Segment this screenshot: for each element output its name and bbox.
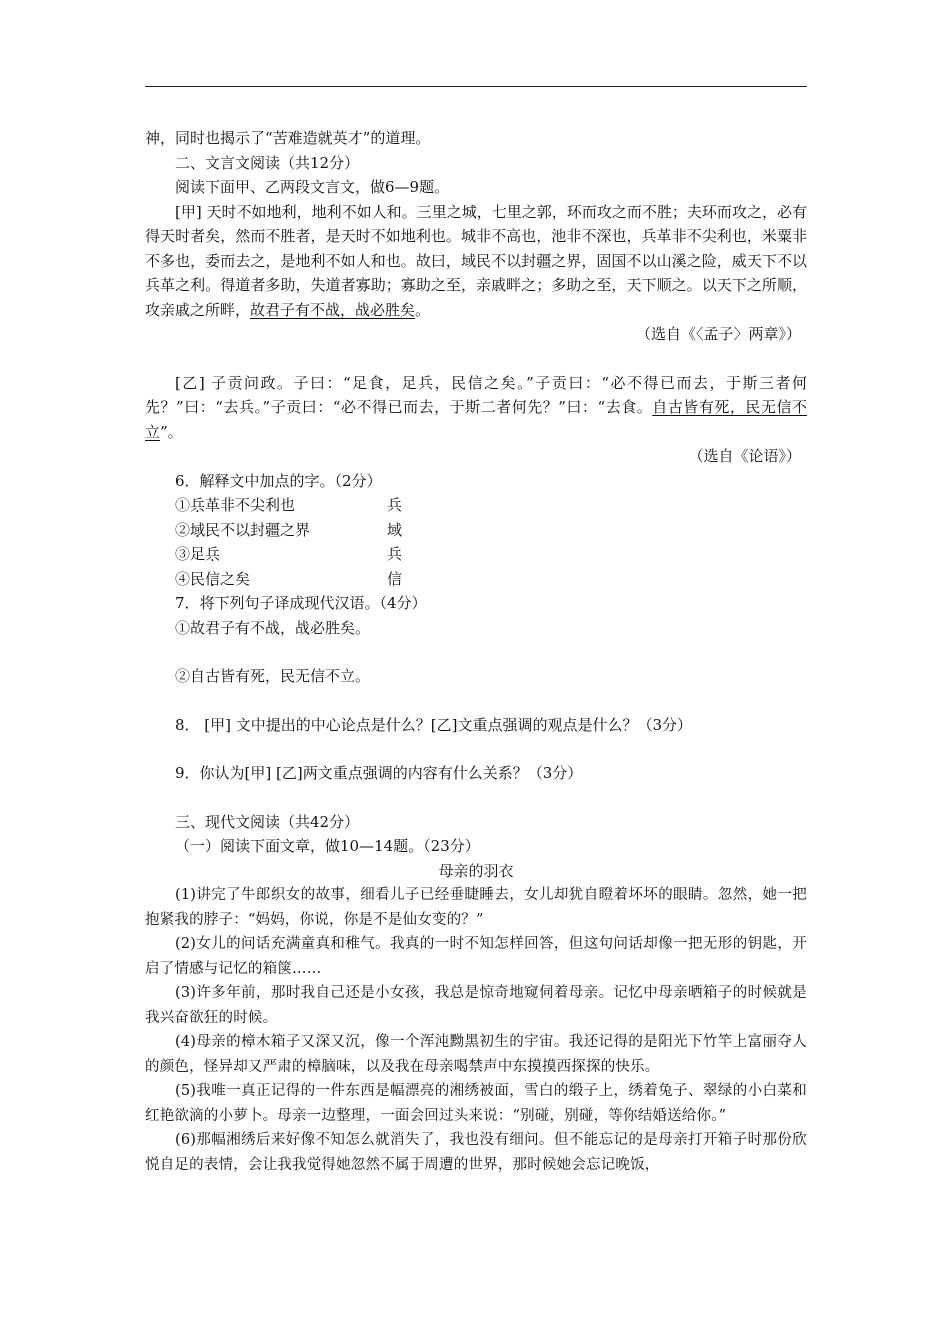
question-7-sentence-2: ②自古皆有死，民无信不立。 <box>175 667 371 685</box>
passage-jia-end: 。 <box>415 300 431 319</box>
word-phrase: ④民信之矣 <box>175 569 251 588</box>
essay-paragraph: (3)许多年前，那时我自己还是小女孩，我总是惊奇地窥伺着母亲。记忆中母亲晒箱子的时候就是我兴奋欲狂的时候。 <box>145 985 807 1026</box>
question-7-sentence-1: ①故君子有不战，战必胜矣。 <box>175 618 371 637</box>
document-body <box>145 126 807 1177</box>
passage-jia <box>145 200 807 323</box>
dotted-char: 兵 <box>190 496 206 514</box>
essay-paragraph: (2)女儿的问话充满童真和稚气。我真的一时不知怎样回答，但这句问话却像一把无形的钥匙，开启了情感与记忆的箱箧…… <box>145 936 807 977</box>
question-6-item <box>145 567 807 592</box>
question-6-item <box>145 518 807 543</box>
passage-jia-source: （选自《〈孟子〉两章》） <box>635 325 801 343</box>
word-phrase: ②域民不以封疆之界 <box>175 520 311 539</box>
question-6-title: 6．解释文中加点的字。（2分） <box>175 471 382 490</box>
essay-paragraph: (4)母亲的樟木箱子又深又沉，像一个浑沌黝黑初生的宇宙。我还记得的是阳光下竹竿上富丽夺人的颜色，怪异却又严肃的樟脑味，以及我在母亲喝禁声中东摸摸西探探的快乐。 <box>145 1034 807 1075</box>
question-7-title: 7．将下列句子译成现代汉语。（4分） <box>175 594 427 612</box>
question-6-item <box>145 542 807 567</box>
header-rule <box>145 86 807 87</box>
target-char: 信 <box>387 569 403 588</box>
word-phrase: ③足兵 <box>175 545 221 563</box>
section-instruction: 阅读下面甲、乙两段文言文，做6—9题。 <box>175 178 450 196</box>
dotted-char: 域 <box>190 520 206 539</box>
essay-paragraph: (5)我唯一真正记得的一件东西是幅漂亮的湘绣被面，雪白的缎子上，绣着兔子、翠绿的小白菜和红艳欲滴的小萝卜。母亲一边整理，一面会回过头来说：“别碰，别碰，等你结婚送给你。” <box>145 1083 807 1124</box>
dotted-char: 信 <box>205 569 221 588</box>
target-char: 域 <box>387 520 403 539</box>
section-title-modern: 三、现代文阅读（共42分） <box>175 812 360 831</box>
question-8: 8． [甲] 文中提出的中心论点是什么？[乙]文重点强调的观点是什么？（3分） <box>175 715 693 734</box>
target-char: 兵 <box>387 496 403 514</box>
passage-jia-underlined: 故君子有不战，战必胜矣 <box>250 300 416 319</box>
essay-paragraph: (6)那幅湘绣后来好像不知怎么就消失了，我也没有细问。但不能忘记的是母亲打开箱子时那份欣悦自足的表情，会让我我觉得她忽然不属于周遭的世界，那时候她会忘记晚饭， <box>145 1132 807 1173</box>
target-char: 兵 <box>387 545 403 563</box>
section-title-classical: 二、文言文阅读（共12分） <box>175 153 360 172</box>
passage-yi-source: （选自《论语》） <box>688 447 801 465</box>
passage-yi <box>145 371 807 445</box>
subsection-title: （一）阅读下面文章，做10—14题。（23分） <box>175 837 480 855</box>
word-phrase: ①兵革非不尖利也 <box>175 496 296 514</box>
essay-paragraph: (1)讲完了牛郎织女的故事，细看儿子已经垂睫睡去，女儿却犹自瞪着坏坏的眼睛。忽然，她一把抱紧我的脖子：“妈妈，你说，你是不是仙女变的？” <box>145 887 807 928</box>
passage-jia-text: [甲] 天时不如地利，地利不如人和。三里之城，七里之郭，环而攻之而不胜；夫环而攻之，必有得天时者矣，然而不胜者，是天时不如地利也。城非不高也，池非不深也，兵革非不尖利也，米粟非不多也，委而去之，是地利不如人和也。故曰，域民不以封疆之界，固国不以山溪之险，威天下不以兵革之利。得道者多助，失道者寡助；寡助之至，亲戚畔之；多助之至，天下顺之。以天下之所顺，攻亲戚之所畔， <box>145 202 807 319</box>
passage-yi-underlined: 自古皆有死，民无信不立 <box>145 398 807 441</box>
passage-yi-text: [乙] 子贡问政。子曰：“足食，足兵，民信之矣。”子贡曰：“必不得已而去，于斯三者何先？”曰：“去兵。”子贡曰：“必不得已而去，于斯二者何先？”曰：“去食。 <box>145 373 807 416</box>
continued-text: 神，同时也揭示了“苦难造就英才”的道理。 <box>145 129 431 147</box>
essay-title: 母亲的羽衣 <box>438 861 514 880</box>
dotted-char: 兵 <box>205 545 221 563</box>
question-6-item <box>145 493 807 518</box>
question-9: 9．你认为[甲] [乙]两文重点强调的内容有什么关系？（3分） <box>175 764 583 782</box>
passage-yi-end: ”。 <box>160 422 183 441</box>
